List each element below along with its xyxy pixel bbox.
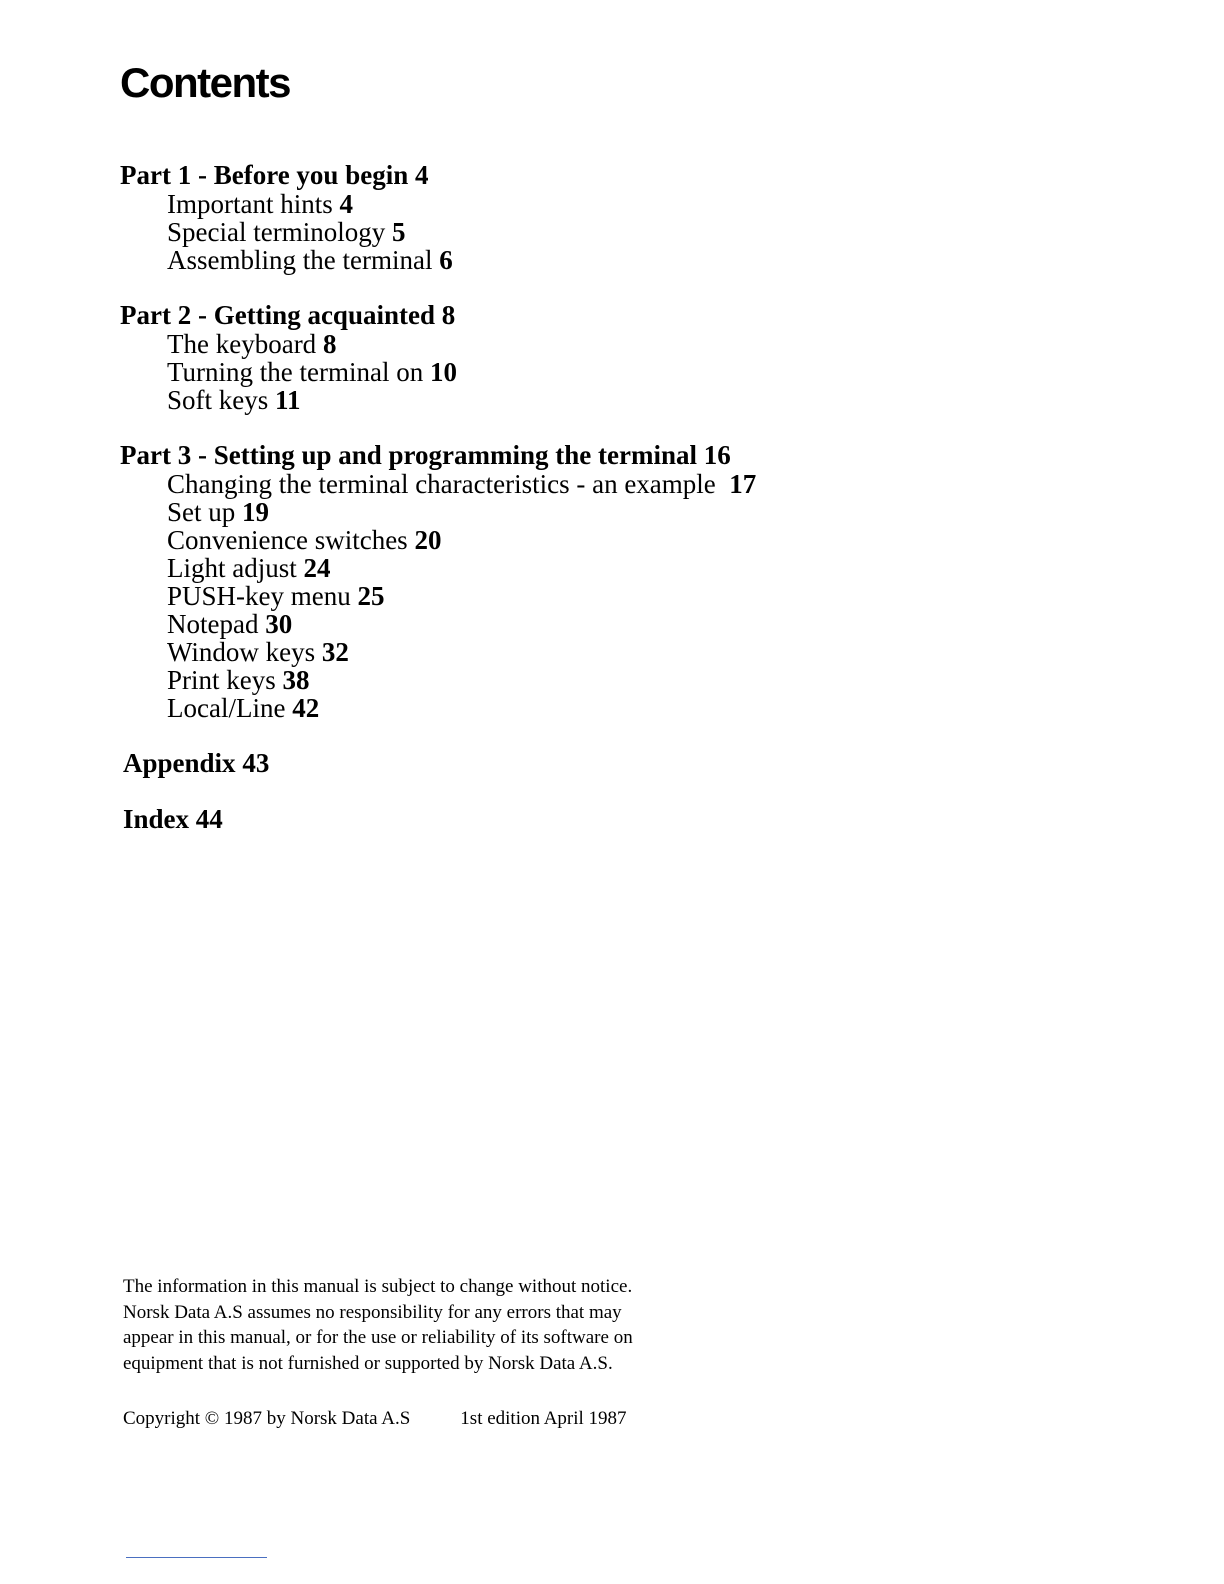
toc-entry-label: Set up: [167, 497, 236, 527]
copyright-notice: Copyright © 1987 by Norsk Data A.S: [123, 1408, 411, 1429]
toc-page-number: 8: [322, 329, 337, 359]
toc-part-heading[interactable]: [120, 300, 880, 330]
toc-page-number: 8: [441, 300, 456, 330]
toc-part-title: Part 1 - Before you begin: [120, 160, 409, 190]
toc-page-number: 43: [242, 748, 270, 778]
toc-entry[interactable]: [120, 330, 880, 358]
toc-entry-label: Important hints: [167, 189, 333, 219]
toc-entry-label: Window keys: [167, 637, 316, 667]
toc-entry-label: Changing the terminal characteristics - an example: [167, 469, 716, 499]
toc-appendix[interactable]: [120, 748, 880, 778]
toc-page-number: 19: [242, 497, 270, 527]
toc-page-number: 42: [292, 693, 320, 723]
toc-page-number: 17: [729, 469, 757, 499]
toc-index-label: Index: [123, 804, 190, 834]
toc-entry-label: Soft keys: [167, 385, 269, 415]
toc-entry[interactable]: [120, 526, 880, 554]
toc-part-title: Part 3 - Setting up and programming the terminal: [120, 440, 697, 470]
toc-entry[interactable]: [120, 470, 880, 498]
toc-entry-label: Convenience switches: [167, 525, 408, 555]
toc-entry[interactable]: [120, 694, 880, 722]
toc-appendix-label: Appendix: [123, 748, 236, 778]
toc-page-number: 4: [339, 189, 353, 219]
toc-page-number: 30: [265, 609, 293, 639]
toc-page-number: 20: [414, 525, 442, 555]
footer-divider: [126, 1557, 267, 1558]
toc-page-number: 24: [303, 553, 331, 583]
toc-page-number: 10: [430, 357, 457, 387]
toc-entry-label: The keyboard: [167, 329, 317, 359]
toc-entry-label: Local/Line: [167, 693, 286, 723]
toc-entry-label: PUSH-key menu: [167, 581, 351, 611]
toc-entry[interactable]: [120, 386, 880, 414]
toc-page-number: 25: [357, 581, 385, 611]
toc-entry[interactable]: [120, 190, 880, 218]
toc-entry[interactable]: [120, 246, 880, 274]
disclaimer-line: Norsk Data A.S assumes no responsibility for any errors that may: [123, 1301, 622, 1323]
toc-page-number: 6: [439, 245, 453, 275]
toc-entry-label: Special terminology: [167, 217, 386, 247]
toc-page-number: 4: [414, 160, 429, 190]
toc-page-number: 5: [391, 217, 406, 247]
toc-entry-label: Assembling the terminal: [167, 245, 433, 275]
toc-entry[interactable]: [120, 554, 880, 582]
toc-entry[interactable]: [120, 218, 880, 246]
copyright-line: [123, 1406, 627, 1431]
disclaimer-line: The information in this manual is subject to change without notice.: [123, 1276, 633, 1297]
toc-entry[interactable]: [120, 610, 880, 638]
toc-entry-label: Light adjust: [167, 553, 297, 583]
page-title: Contents: [120, 59, 290, 106]
toc-entry[interactable]: [120, 638, 880, 666]
toc-part-3: [120, 440, 880, 722]
toc-page-number: 11: [275, 385, 301, 415]
table-of-contents: [120, 160, 880, 860]
toc-entry[interactable]: [120, 498, 880, 526]
toc-entry-label: Turning the terminal on: [167, 357, 424, 387]
toc-entry-label: Print keys: [167, 665, 276, 695]
toc-entry[interactable]: [120, 582, 880, 610]
toc-part-heading[interactable]: [120, 160, 880, 190]
edition-notice: 1st edition April 1987: [460, 1408, 627, 1429]
toc-page-number: 32: [321, 637, 349, 667]
toc-index[interactable]: [120, 804, 880, 834]
disclaimer-line: appear in this manual, or for the use or reliability of its software on: [123, 1327, 633, 1348]
toc-part-title: Part 2 - Getting acquainted: [120, 300, 435, 330]
toc-page-number: 16: [703, 440, 731, 470]
disclaimer-line: equipment that is not furnished or supported by Norsk Data A.S.: [123, 1352, 613, 1374]
toc-entry[interactable]: [120, 666, 880, 694]
toc-entry-label: Notepad: [167, 609, 259, 639]
toc-page-number: 44: [195, 804, 223, 834]
toc-part-1: [120, 160, 880, 274]
toc-page-number: 38: [282, 665, 310, 695]
toc-entry[interactable]: [120, 358, 880, 386]
toc-part-2: [120, 300, 880, 414]
disclaimer-text: [123, 1274, 763, 1376]
toc-part-heading[interactable]: [120, 440, 880, 470]
